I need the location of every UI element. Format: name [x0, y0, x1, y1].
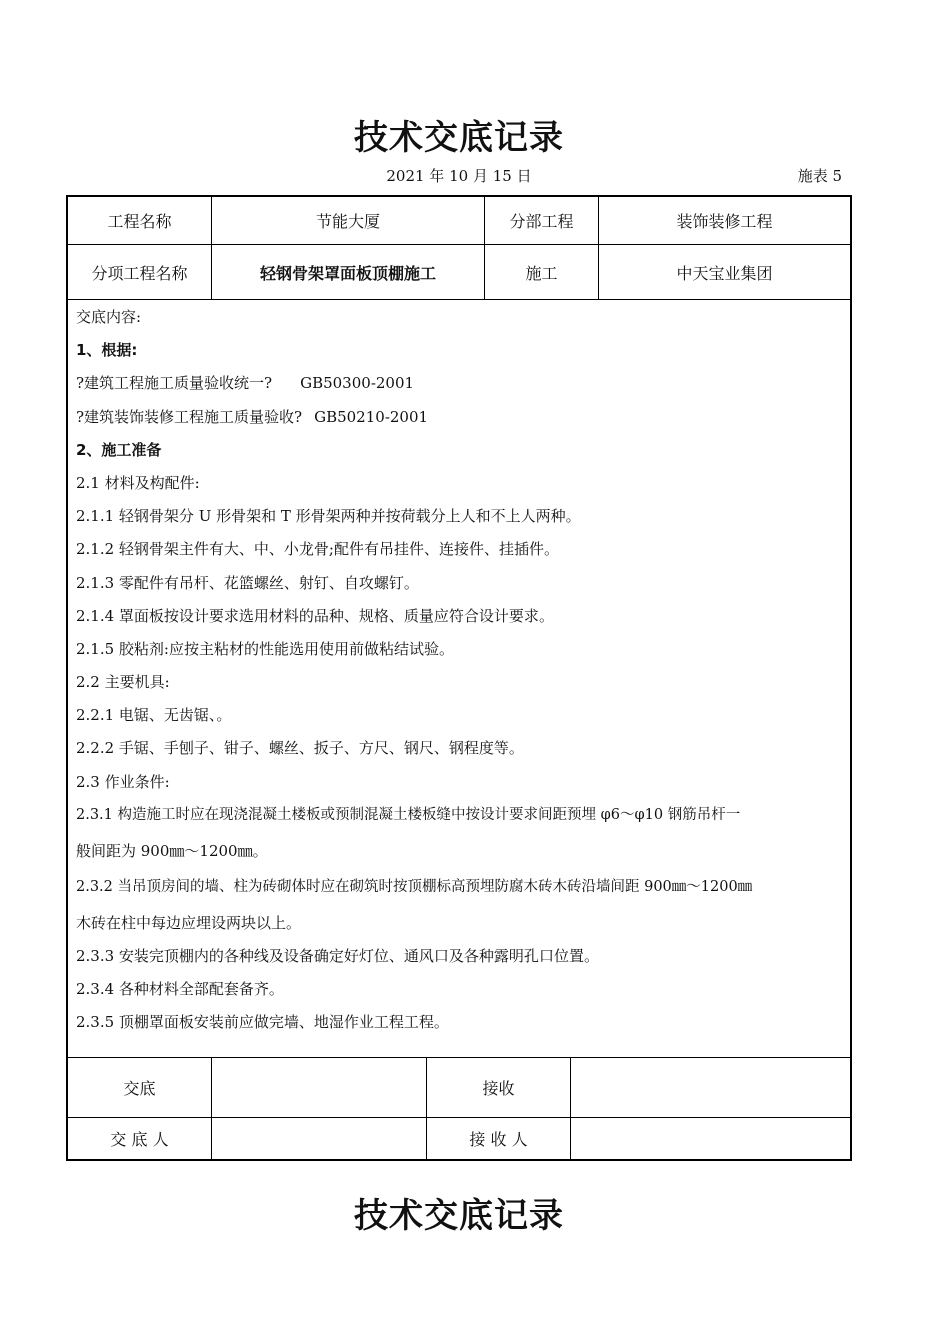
handover-label: 交底: [123, 1079, 156, 1098]
content-line: 2.3.2 当吊顶房间的墙、柱为砖砌体时应在砌筑时按顶棚标高预埋防腐木砖木砖沿墙间距 900㎜～1200㎜: [76, 878, 753, 895]
content-line: 2.1.3 零配件有吊杆、花篮螺丝、射钉、自攻螺钉。: [76, 573, 419, 592]
basis-standard-code: GB50210-2001: [314, 407, 429, 426]
content-line: 2.3.4 各种材料全部配套备齐。: [76, 980, 284, 999]
division-label: 分部工程: [509, 212, 574, 231]
content-line: 2.1.4 罩面板按设计要求选用材料的品种、规格、质量应符合设计要求。: [76, 606, 554, 625]
basis-heading: 1、根据:: [76, 341, 138, 360]
receive-field[interactable]: [571, 1058, 850, 1117]
content-line: 2.2 主要机具:: [76, 673, 170, 692]
next-page-title: 技术交底记录: [354, 1196, 564, 1236]
receive-person-label: 接 收 人: [469, 1130, 528, 1149]
construction-label: 施工: [525, 263, 558, 283]
content-intro: 交底内容:: [76, 308, 142, 326]
handover-field[interactable]: [212, 1058, 426, 1117]
handover-person-label: 交 底 人: [110, 1130, 169, 1149]
content-line: 2.3.5 顶棚罩面板安装前应做完墙、地湿作业工程工程。: [76, 1013, 449, 1032]
receive-person-field[interactable]: [571, 1118, 850, 1159]
content-line: 2.1.2 轻钢骨架主件有大、中、小龙骨;配件有吊挂件、连接件、挂插件。: [76, 540, 559, 559]
basis-standard-code: GB50300-2001: [300, 374, 415, 393]
project-name-value: 节能大厦: [315, 212, 380, 231]
content-line: 般间距为 900㎜～1200㎜。: [76, 841, 268, 860]
construction-value: 中天宝业集团: [676, 263, 773, 283]
content-line: 2.3 作业条件:: [76, 772, 170, 791]
handover-content: [76, 306, 846, 1045]
content-line: 2.1.1 轻钢骨架分 U 形骨架和 T 形骨架两种并按荷载分上人和不上人两种。: [76, 507, 581, 526]
receive-label: 接收: [482, 1079, 515, 1098]
basis-standard-name: ?建筑工程施工质量验收统一?: [76, 374, 273, 393]
division-value: 装饰装修工程: [676, 212, 773, 231]
project-name-label: 工程名称: [107, 212, 172, 231]
subitem-label: 分项工程名称: [91, 263, 188, 283]
table-rule: [68, 299, 850, 300]
content-line: 2.3.3 安装完顶棚内的各种线及设备确定好灯位、通风口及各种露明孔口位置。: [76, 947, 599, 965]
content-line: 2.1.5 胶粘剂:应按主粘材的性能选用使用前做粘结试验。: [76, 639, 454, 658]
basis-line: [76, 406, 846, 439]
form-number: 施表 5: [797, 167, 842, 185]
subitem-value: 轻钢骨架罩面板顶棚施工: [259, 263, 436, 283]
basis-standard-name: ?建筑装饰装修工程施工质量验收?: [76, 407, 303, 426]
basis-line: [76, 372, 846, 405]
content-line: 2.3.1 构造施工时应在现浇混凝土楼板或预制混凝土楼板缝中按设计要求间距预埋 φ6～φ10 钢筋吊杆一: [76, 806, 741, 823]
content-line: 木砖在柱中每边应埋设两块以上。: [76, 913, 302, 932]
handover-person-field[interactable]: [212, 1118, 426, 1159]
content-line: 2.2.1 电锯、无齿锯、。: [76, 706, 232, 725]
content-line: 2.2.2 手锯、手刨子、钳子、螺丝、扳子、方尺、钢尺、钢程度等。: [76, 739, 524, 758]
content-line: 2.1 材料及构配件:: [76, 473, 200, 492]
prep-heading: 2、施工准备: [76, 440, 162, 459]
page-title: 技术交底记录: [354, 118, 564, 158]
record-date: 2021 年 10 月 15 日: [386, 167, 532, 185]
